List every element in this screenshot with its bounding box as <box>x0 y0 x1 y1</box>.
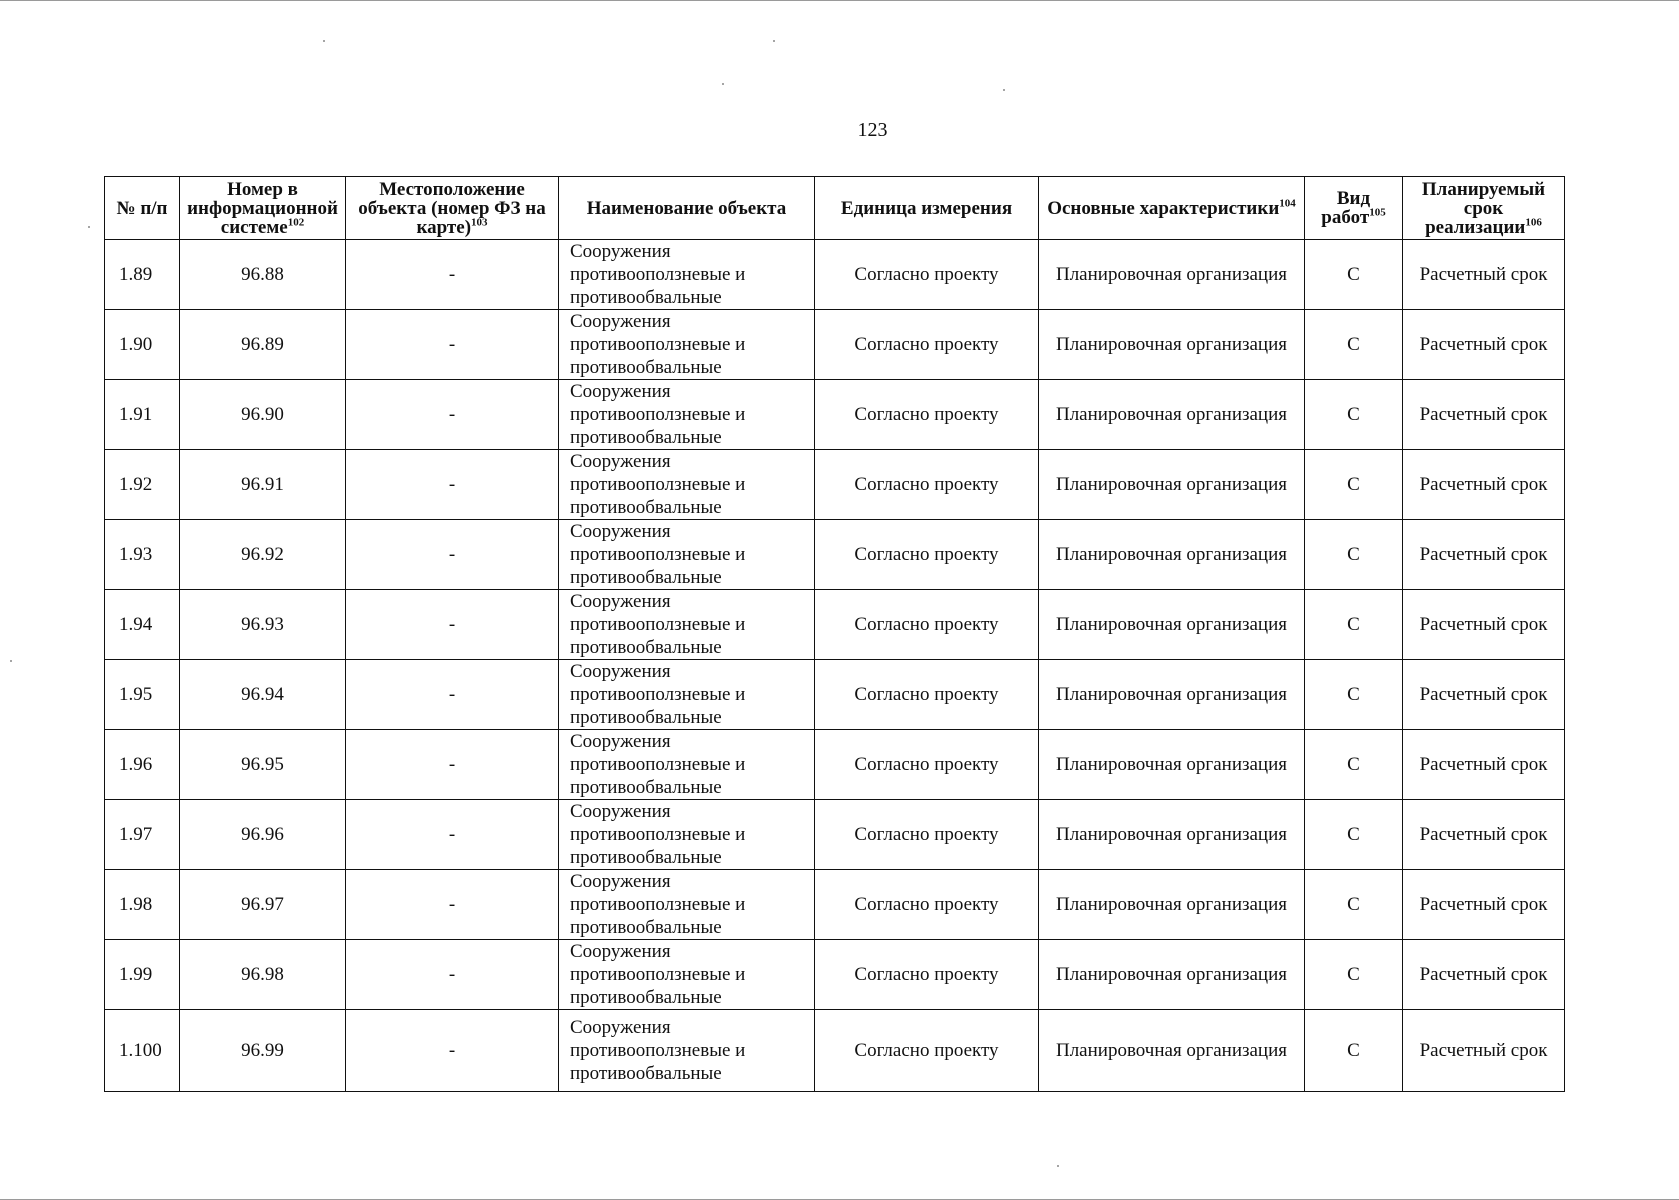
cell-location: - <box>346 380 559 450</box>
cell-system-id: 96.98 <box>180 940 346 1010</box>
cell-location: - <box>346 800 559 870</box>
objects-table <box>104 176 1565 1092</box>
cell-unit: Согласно проекту <box>815 800 1039 870</box>
cell-number: 1.92 <box>105 450 180 520</box>
cell-characteristics: Планировочная организация <box>1039 940 1305 1010</box>
scan-speck <box>323 40 325 42</box>
scan-speck <box>722 83 724 85</box>
cell-system-id: 96.91 <box>180 450 346 520</box>
cell-term: Расчетный срок <box>1403 940 1565 1010</box>
cell-term: Расчетный срок <box>1403 800 1565 870</box>
cell-system-id: 96.93 <box>180 590 346 660</box>
cell-number: 1.96 <box>105 730 180 800</box>
cell-characteristics: Планировочная организация <box>1039 380 1305 450</box>
cell-system-id: 96.99 <box>180 1010 346 1092</box>
cell-work-type: С <box>1305 1010 1403 1092</box>
cell-work-type: С <box>1305 730 1403 800</box>
cell-term: Расчетный срок <box>1403 520 1565 590</box>
cell-number: 1.94 <box>105 590 180 660</box>
table-row <box>105 310 1565 380</box>
table-row <box>105 1010 1565 1092</box>
cell-object-name: Сооружения противооползневые и противообвальные <box>559 730 815 800</box>
cell-location: - <box>346 660 559 730</box>
cell-unit: Согласно проекту <box>815 590 1039 660</box>
cell-characteristics: Планировочная организация <box>1039 310 1305 380</box>
table-row <box>105 240 1565 310</box>
header-object-name: Наименование объекта <box>559 177 815 240</box>
scan-speck <box>10 660 12 662</box>
cell-term: Расчетный срок <box>1403 380 1565 450</box>
cell-system-id: 96.94 <box>180 660 346 730</box>
cell-system-id: 96.90 <box>180 380 346 450</box>
cell-unit: Согласно проекту <box>815 1010 1039 1092</box>
table-header-row <box>105 177 1565 240</box>
cell-term: Расчетный срок <box>1403 240 1565 310</box>
cell-unit: Согласно проекту <box>815 520 1039 590</box>
cell-system-id: 96.96 <box>180 800 346 870</box>
cell-term: Расчетный срок <box>1403 450 1565 520</box>
cell-term: Расчетный срок <box>1403 1010 1565 1092</box>
cell-number: 1.95 <box>105 660 180 730</box>
table-row <box>105 940 1565 1010</box>
cell-unit: Согласно проекту <box>815 870 1039 940</box>
cell-term: Расчетный срок <box>1403 590 1565 660</box>
cell-system-id: 96.95 <box>180 730 346 800</box>
cell-work-type: С <box>1305 240 1403 310</box>
cell-location: - <box>346 240 559 310</box>
cell-location: - <box>346 940 559 1010</box>
cell-term: Расчетный срок <box>1403 730 1565 800</box>
cell-number: 1.100 <box>105 1010 180 1092</box>
cell-location: - <box>346 450 559 520</box>
table-row <box>105 590 1565 660</box>
cell-object-name: Сооружения противооползневые и противообвальные <box>559 940 815 1010</box>
cell-location: - <box>346 310 559 380</box>
cell-number: 1.97 <box>105 800 180 870</box>
cell-term: Расчетный срок <box>1403 870 1565 940</box>
table-row <box>105 520 1565 590</box>
cell-location: - <box>346 1010 559 1092</box>
cell-work-type: С <box>1305 800 1403 870</box>
cell-unit: Согласно проекту <box>815 660 1039 730</box>
cell-number: 1.99 <box>105 940 180 1010</box>
scan-speck <box>1057 1165 1059 1167</box>
scan-speck <box>88 226 90 228</box>
cell-number: 1.89 <box>105 240 180 310</box>
cell-system-id: 96.88 <box>180 240 346 310</box>
header-term: Планируемый срок реализации$^{106}$ <box>1403 177 1565 240</box>
header-work-type: Вид работ$^{105}$ <box>1305 177 1403 240</box>
table-body <box>105 240 1565 1092</box>
cell-location: - <box>346 730 559 800</box>
cell-characteristics: Планировочная организация <box>1039 450 1305 520</box>
cell-work-type: С <box>1305 660 1403 730</box>
cell-work-type: С <box>1305 940 1403 1010</box>
cell-unit: Согласно проекту <box>815 730 1039 800</box>
cell-object-name: Сооружения противооползневые и противообвальные <box>559 380 815 450</box>
table-row <box>105 800 1565 870</box>
cell-object-name: Сооружения противооползневые и противообвальные <box>559 240 815 310</box>
cell-work-type: С <box>1305 590 1403 660</box>
cell-object-name: Сооружения противооползневые и противообвальные <box>559 450 815 520</box>
table-row <box>105 660 1565 730</box>
cell-characteristics: Планировочная организация <box>1039 520 1305 590</box>
cell-work-type: С <box>1305 310 1403 380</box>
cell-unit: Согласно проекту <box>815 240 1039 310</box>
cell-system-id: 96.89 <box>180 310 346 380</box>
table-row <box>105 450 1565 520</box>
cell-characteristics: Планировочная организация <box>1039 1010 1305 1092</box>
header-number: № п/п <box>105 177 180 240</box>
table-row <box>105 870 1565 940</box>
header-unit: Единица измерения <box>815 177 1039 240</box>
cell-work-type: С <box>1305 380 1403 450</box>
cell-location: - <box>346 520 559 590</box>
table-row <box>105 380 1565 450</box>
cell-characteristics: Планировочная организация <box>1039 870 1305 940</box>
cell-object-name: Сооружения противооползневые и противообвальные <box>559 520 815 590</box>
cell-unit: Согласно проекту <box>815 940 1039 1010</box>
header-system-id: Номер в информационной системе$^{102}$ <box>180 177 346 240</box>
cell-term: Расчетный срок <box>1403 310 1565 380</box>
header-location: Местоположение объекта (номер ФЗ на карте)$^{103}$ <box>346 177 559 240</box>
page-number: 123 <box>857 119 888 141</box>
page-edge-top <box>0 0 1679 1</box>
cell-number: 1.98 <box>105 870 180 940</box>
cell-work-type: С <box>1305 450 1403 520</box>
cell-unit: Согласно проекту <box>815 450 1039 520</box>
cell-location: - <box>346 870 559 940</box>
cell-system-id: 96.92 <box>180 520 346 590</box>
cell-unit: Согласно проекту <box>815 380 1039 450</box>
cell-characteristics: Планировочная организация <box>1039 730 1305 800</box>
cell-location: - <box>346 590 559 660</box>
cell-object-name: Сооружения противооползневые и противообвальные <box>559 310 815 380</box>
cell-characteristics: Планировочная организация <box>1039 240 1305 310</box>
cell-characteristics: Планировочная организация <box>1039 590 1305 660</box>
cell-work-type: С <box>1305 520 1403 590</box>
cell-object-name: Сооружения противооползневые и противообвальные <box>559 870 815 940</box>
cell-number: 1.93 <box>105 520 180 590</box>
cell-characteristics: Планировочная организация <box>1039 660 1305 730</box>
cell-object-name: Сооружения противооползневые и противообвальные <box>559 800 815 870</box>
cell-characteristics: Планировочная организация <box>1039 800 1305 870</box>
cell-number: 1.90 <box>105 310 180 380</box>
table-row <box>105 730 1565 800</box>
cell-object-name: Сооружения противооползневые и противообвальные <box>559 660 815 730</box>
cell-number: 1.91 <box>105 380 180 450</box>
cell-object-name: Сооружения противооползневые и противообвальные <box>559 590 815 660</box>
cell-work-type: С <box>1305 870 1403 940</box>
cell-object-name: Сооружения противооползневые и противообвальные <box>559 1010 815 1092</box>
cell-term: Расчетный срок <box>1403 660 1565 730</box>
scan-speck <box>1003 89 1005 91</box>
scan-speck <box>773 40 775 42</box>
header-characteristics: Основные характеристики$^{104}$ <box>1039 177 1305 240</box>
cell-unit: Согласно проекту <box>815 310 1039 380</box>
cell-system-id: 96.97 <box>180 870 346 940</box>
